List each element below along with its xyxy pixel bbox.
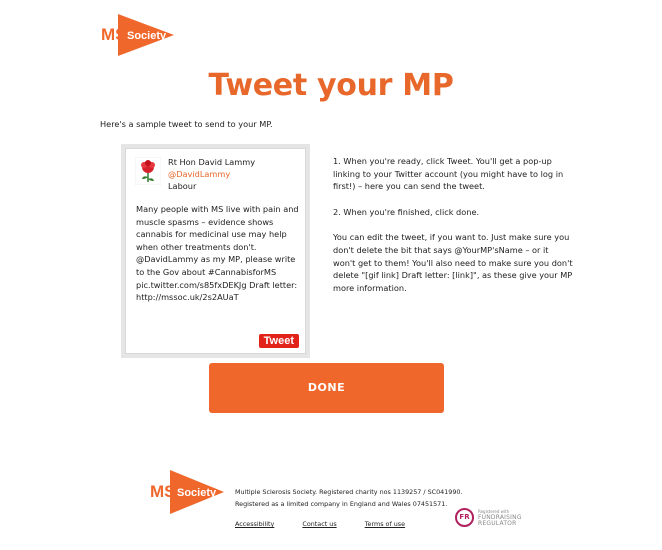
footer-ms-society-logo[interactable] — [148, 470, 224, 514]
tweet-card — [125, 148, 306, 354]
page-title: Tweet your MP — [208, 68, 454, 103]
fr-name-line-2: REGULATOR — [478, 520, 517, 527]
instructions — [333, 155, 573, 307]
footer-line-1: Multiple Sclerosis Society. Registered charity nos 1139257 / SC041990. — [235, 488, 463, 496]
logo-society: Society — [127, 30, 167, 42]
footer-logo-society: Society — [177, 487, 217, 499]
footer-link-contact[interactable]: Contact us — [302, 520, 337, 528]
instruction-step-2: 2. When you're finished, click done. — [333, 206, 480, 217]
mp-party: Labour — [168, 181, 197, 191]
fr-logo-icon: FR — [455, 508, 474, 527]
instruction-step-1: 1. When you're ready, click Tweet. You'll get a pop-up linking to your Twitter account (you might have to log in first!) – here you can send the tweet. — [333, 156, 564, 192]
footer-logo-text — [148, 470, 224, 514]
intro-text: Here's a sample tweet to send to your MP. — [100, 119, 273, 129]
footer-link-terms[interactable]: Terms of use — [364, 520, 406, 528]
logo-text — [98, 14, 174, 56]
tweet-button[interactable]: Tweet — [259, 334, 299, 348]
tweet-preview-panel — [121, 144, 310, 358]
mp-name: Rt Hon David Lammy — [168, 157, 256, 167]
fr-registered-text: Registered with — [478, 509, 510, 514]
mp-handle-link[interactable]: @DavidLammy — [168, 169, 231, 179]
fr-name-line-1: FUNDRAISING — [478, 514, 522, 521]
footer-links — [235, 520, 431, 528]
labour-rose-icon — [135, 157, 161, 185]
footer-charity-info — [235, 486, 463, 510]
footer-line-2: Registered as a limited company in England and Wales 07451571. — [235, 500, 448, 508]
footer-link-accessibility[interactable]: Accessibility — [235, 520, 275, 528]
tweet-textarea[interactable]: Many people with MS live with pain and muscle spasms – evidence shows cannabis for medicinal use may help when other treatments don't. @DavidLammy as my MP, please write to the Gov about #CannabisforMS pic.twitter.com/s85fxDEKJg Draft letter: http://mssoc.uk/2s2AUaT — [136, 204, 299, 303]
instruction-edit-note: You can edit the tweet, if you want to. Just make sure you don't delete the bit that says @YourMP'sName – or it won't get to them! You'll also need to make sure you don't delete "[gif link] Draft letter: [link]", as these give your MP more information. — [333, 232, 573, 293]
ms-society-logo[interactable] — [98, 14, 174, 56]
footer-logo-ms: MS — [150, 482, 176, 501]
done-button[interactable]: DONE — [209, 363, 444, 413]
logo-ms: MS — [101, 25, 127, 44]
fundraising-regulator-badge[interactable] — [455, 508, 527, 532]
